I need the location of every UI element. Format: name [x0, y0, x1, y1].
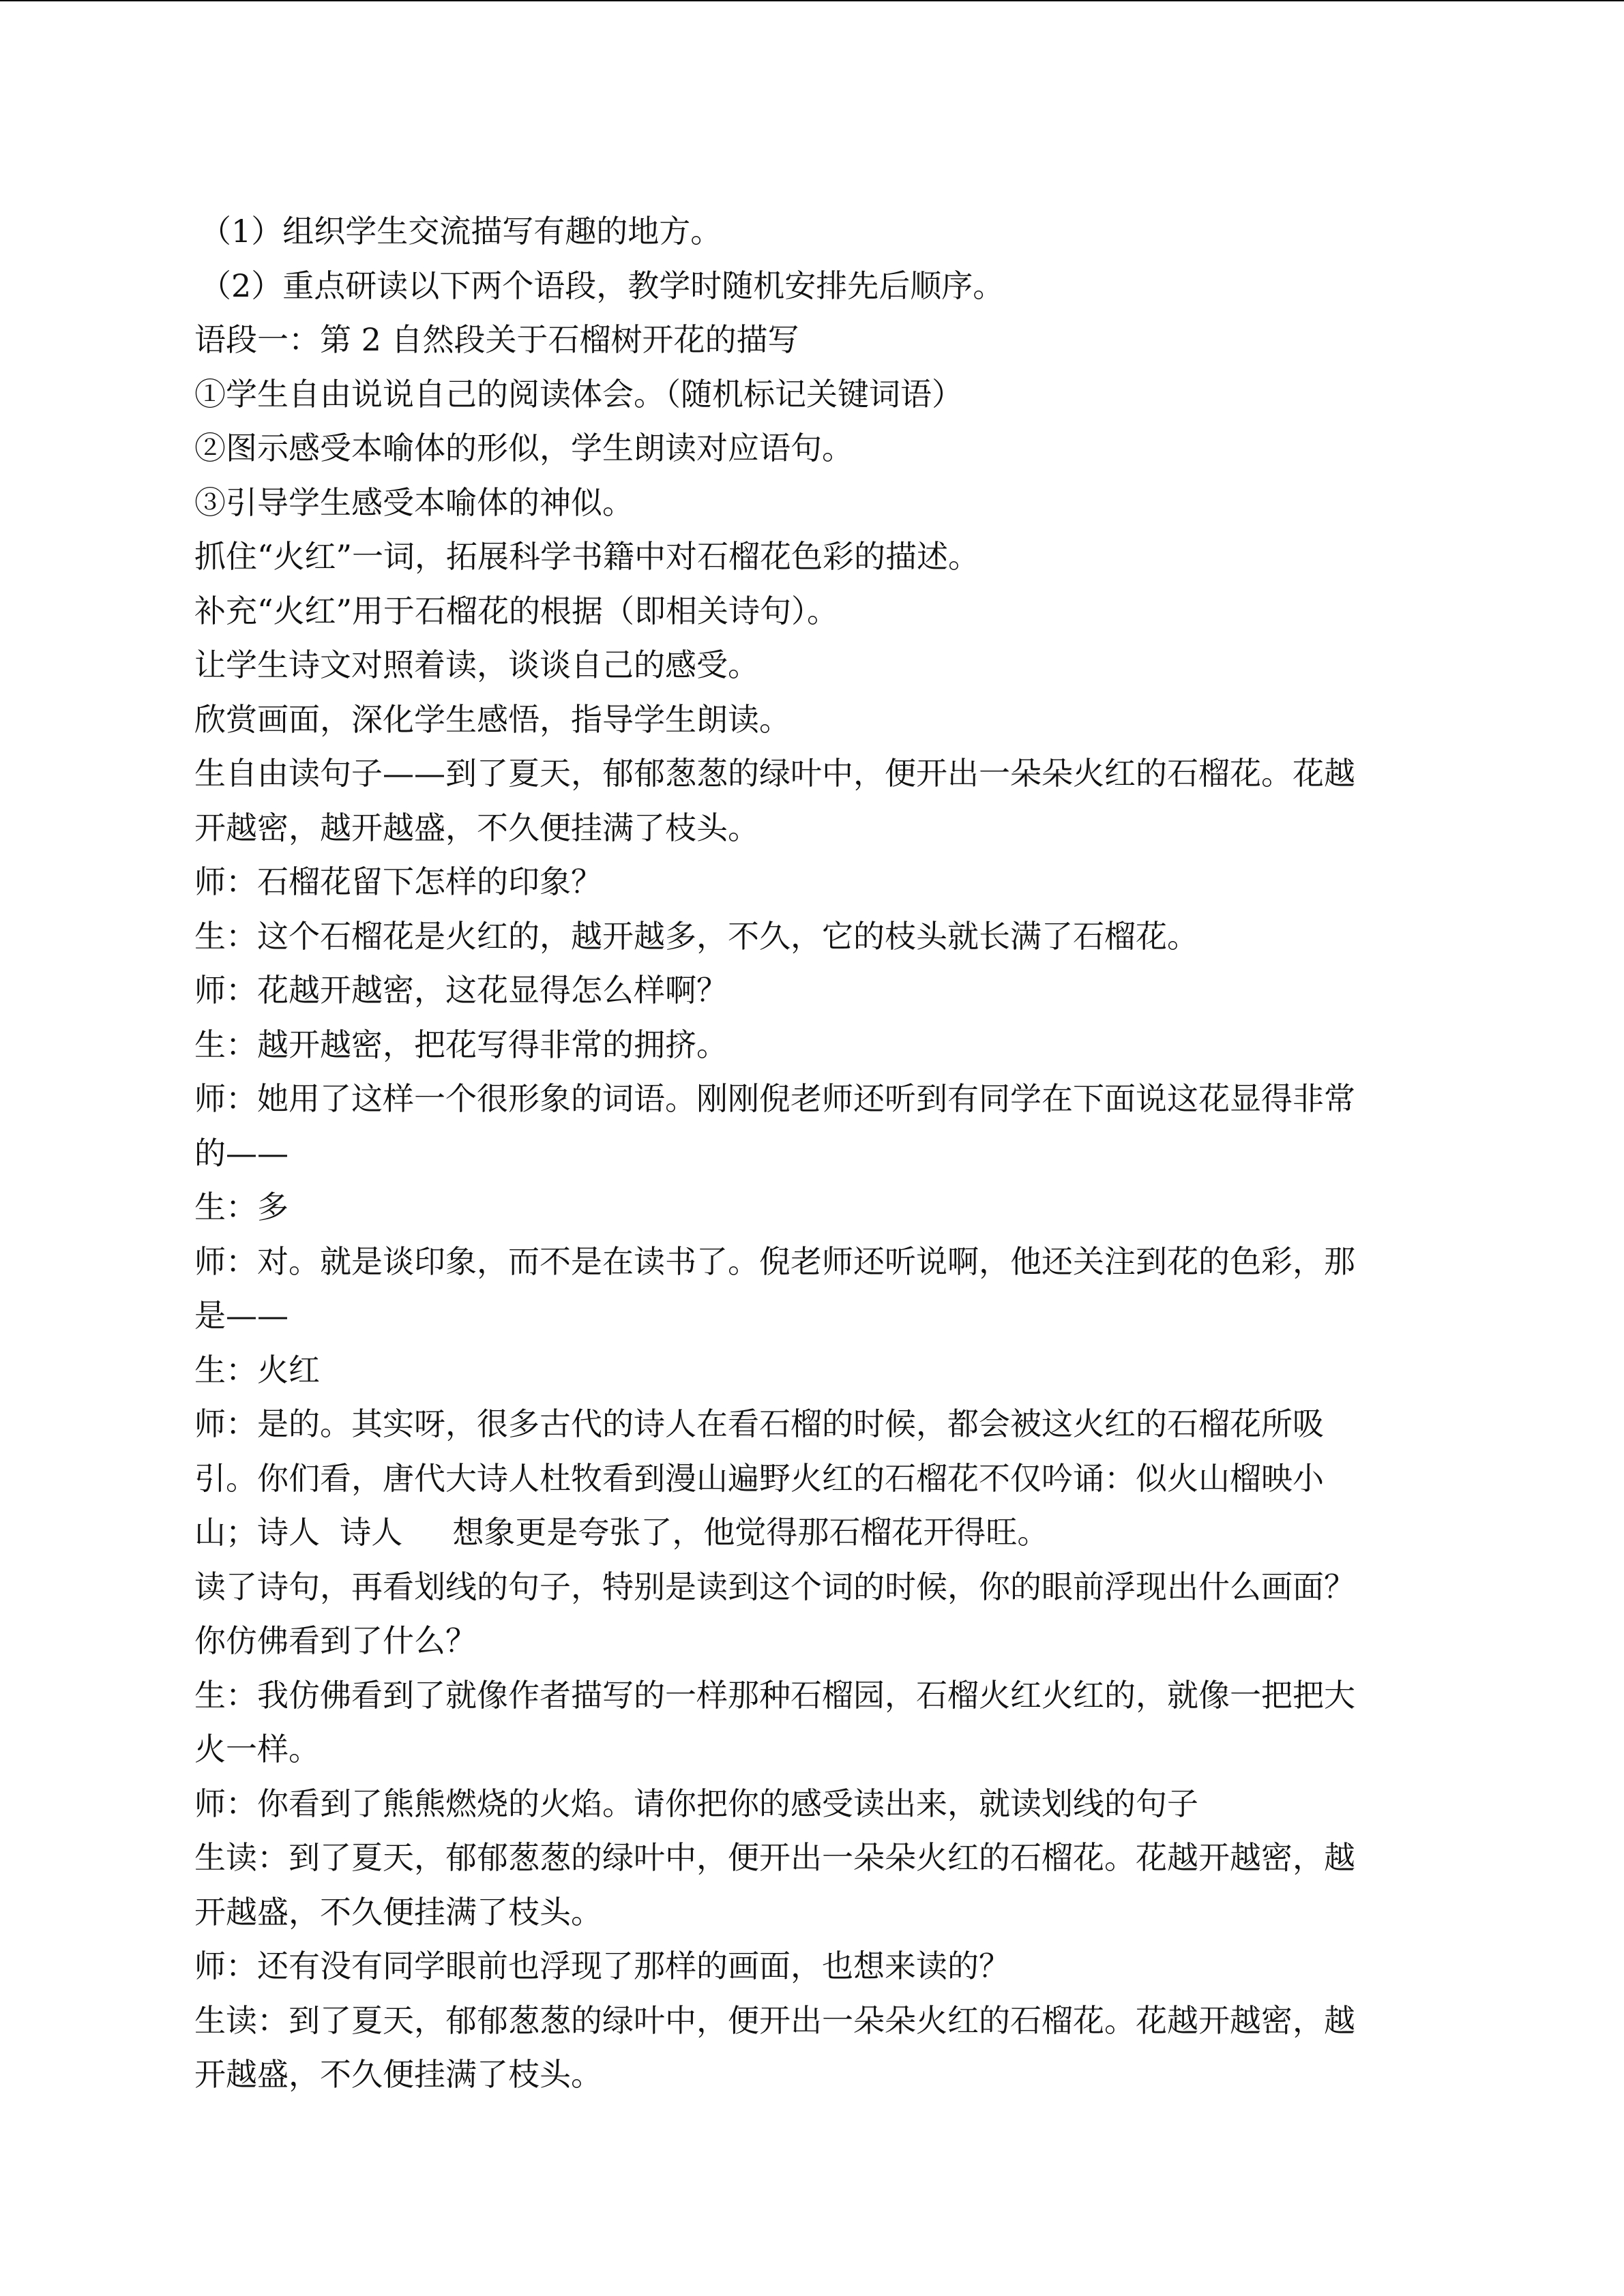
page-top-border	[0, 0, 1624, 1]
text-line: 生：多	[194, 1189, 289, 1225]
document-body	[194, 205, 1408, 2102]
text-line: 师：花越开越密，这花显得怎么样啊？	[194, 972, 728, 1009]
text-line: 引。你们看，唐代大诗人杜牧看到漫山遍野火红的石榴花不仅吟诵：似火山榴映小	[194, 1459, 1324, 1497]
text-line: 语段一：第 2 自然段关于石榴树开花的描写	[194, 321, 799, 358]
text-line: 师：石榴花留下怎样的印象？	[194, 863, 602, 900]
text-line: 师：她用了这样一个很形象的词语。刚刚倪老师还听到有同学在下面说这花显得非常	[194, 1080, 1355, 1117]
text-line: 欣赏画面，深化学生感悟，指导学生朗读。	[194, 700, 791, 738]
text-line: 抓住“火红”一词，拓展科学书籍中对石榴花色彩的描述。	[194, 538, 980, 575]
text-line: 补充“火红”用于石榴花的根据（即相关诗句）。	[194, 592, 839, 629]
text-line: 开越盛，不久便挂满了枝头。	[194, 2056, 602, 2093]
text-line: 让学生诗文对照着读，谈谈自己的感受。	[194, 646, 759, 683]
text-line: 火一样。	[194, 1731, 320, 1768]
text-line: 生：越开越密，把花写得非常的拥挤。	[194, 1026, 728, 1063]
text-line: 山；诗人 诗人 想象更是夸张了，他觉得那石榴花开得旺。	[194, 1514, 1049, 1551]
text-line: 是——	[194, 1297, 289, 1334]
text-line: 你仿佛看到了什么？	[194, 1622, 477, 1659]
text-line: ①学生自由说说自己的阅读体会。（随机标记关键词语）	[194, 375, 963, 413]
text-line: 读了诗句，再看划线的句子，特别是读到这个词的时候，你的眼前浮现出什么画面？	[194, 1568, 1355, 1605]
text-line: 生读：到了夏天，郁郁葱葱的绿叶中，便开出一朵朵火红的石榴花。花越开越密，越	[194, 1839, 1355, 1876]
text-line: 生自由读句子——到了夏天，郁郁葱葱的绿叶中，便开出一朵朵火红的石榴花。花越	[194, 755, 1355, 792]
text-line: 师：是的。其实呀，很多古代的诗人在看石榴的时候，都会被这火红的石榴花所吸	[194, 1405, 1324, 1442]
text-line: 生读：到了夏天，郁郁葱葱的绿叶中，便开出一朵朵火红的石榴花。花越开越密，越	[194, 2001, 1355, 2039]
text-line: （2）重点研读以下两个语段，教学时随机安排先后顺序。	[200, 267, 1005, 304]
text-line: 开越盛，不久便挂满了枝头。	[194, 1893, 602, 1930]
text-line: 生：这个石榴花是火红的，越开越多，不久，它的枝头就长满了石榴花。	[194, 917, 1198, 955]
text-line: 的——	[194, 1134, 289, 1172]
text-line: 师：还有没有同学眼前也浮现了那样的画面，也想来读的？	[194, 1948, 1010, 1984]
text-line: ②图示感受本喻体的形似，学生朗读对应语句。	[194, 430, 853, 466]
text-line: 师：对。就是谈印象，而不是在读书了。倪老师还听说啊，他还关注到花的色彩，那	[194, 1242, 1355, 1280]
text-line: 生：火红	[194, 1351, 320, 1388]
text-line: 开越密，越开越盛，不久便挂满了枝头。	[194, 809, 759, 846]
text-line: 生：我仿佛看到了就像作者描写的一样那种石榴园，石榴火红火红的，就像一把把大	[194, 1676, 1355, 1714]
text-line: （1）组织学生交流描写有趣的地方。	[200, 213, 722, 250]
text-line: ③引导学生感受本喻体的神似。	[194, 483, 634, 521]
text-line: 师：你看到了熊熊燃烧的火焰。请你把你的感受读出来，就读划线的句子	[194, 1785, 1198, 1822]
